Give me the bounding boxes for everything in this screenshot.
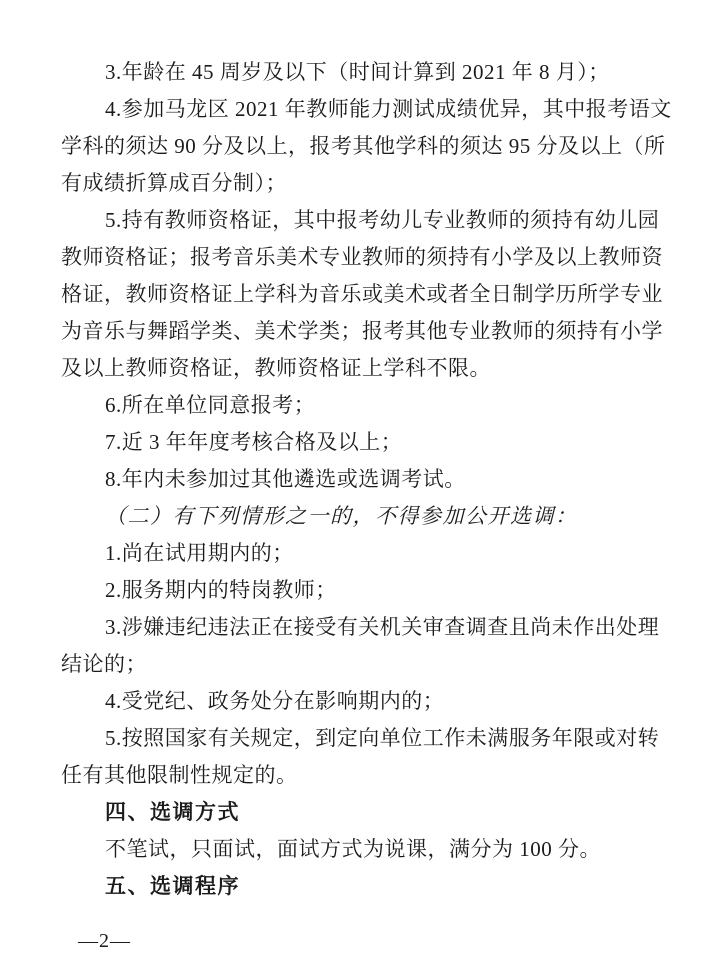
body-line-disq-5-service-term: 5.按照国家有关规定，到定向单位工作未满服务年限或对转 <box>105 726 660 750</box>
body-line-item-5-cont-1: 教师资格证；报考音乐美术专业教师的须持有小学及以上教师资 <box>61 245 663 269</box>
body-line-interview-only: 不笔试，只面试，面试方式为说课，满分为 100 分。 <box>105 837 601 861</box>
body-line-item-5-certificate: 5.持有教师资格证，其中报考幼儿专业教师的须持有幼儿园 <box>105 208 660 232</box>
body-line-item-3-age: 3.年龄在 45 周岁及以下（时间计算到 2021 年 8 月）； <box>105 60 610 84</box>
body-line-item-5-cont-2: 格证，教师资格证上学科为音乐或美术或者全日制学历所学专业 <box>61 282 663 306</box>
body-line-item-4-score: 4.参加马龙区 2021 年教师能力测试成绩优异，其中报考语文 <box>105 97 672 121</box>
body-line-item-5-cont-3: 为音乐与舞蹈学类、美术学类；报考其他专业教师的须持有小学 <box>61 319 663 343</box>
body-line-disq-3-investigation: 3.涉嫌违纪违法正在接受有关机关审查调查且尚未作出处理 <box>105 615 660 639</box>
body-line-item-7-appraisal: 7.近 3 年年度考核合格及以上； <box>105 430 403 454</box>
subsection-heading-2-disqualifications: （二）有下列情形之一的，不得参加公开选调： <box>105 504 578 528</box>
body-line-disq-2-tegang: 2.服务期内的特岗教师； <box>105 578 337 602</box>
body-line-disq-1-probation: 1.尚在试用期内的； <box>105 541 294 565</box>
body-line-disq-4-discipline: 4.受党纪、政务处分在影响期内的； <box>105 689 445 713</box>
section-heading-4-selection-method: 四、选调方式 <box>105 801 240 824</box>
section-heading-5-selection-procedure: 五、选调程序 <box>105 875 240 898</box>
body-line-item-4-cont-2: 有成绩折算成百分制）； <box>61 171 287 195</box>
body-line-item-8-other-exams: 8.年内未参加过其他遴选或选调考试。 <box>105 467 466 491</box>
body-line-item-6-unit-consent: 6.所在单位同意报考； <box>105 393 316 417</box>
body-line-disq-3-cont: 结论的； <box>61 652 147 676</box>
document-body <box>61 54 672 905</box>
body-line-disq-5-cont: 任有其他限制性规定的。 <box>61 763 298 787</box>
page-number: —2— <box>78 930 131 952</box>
body-line-item-4-cont-1: 学科的须达 90 分及以上，报考其他学科的须达 95 分及以上（所 <box>61 134 666 158</box>
body-line-item-5-cont-4: 及以上教师资格证，教师资格证上学科不限。 <box>61 356 491 380</box>
